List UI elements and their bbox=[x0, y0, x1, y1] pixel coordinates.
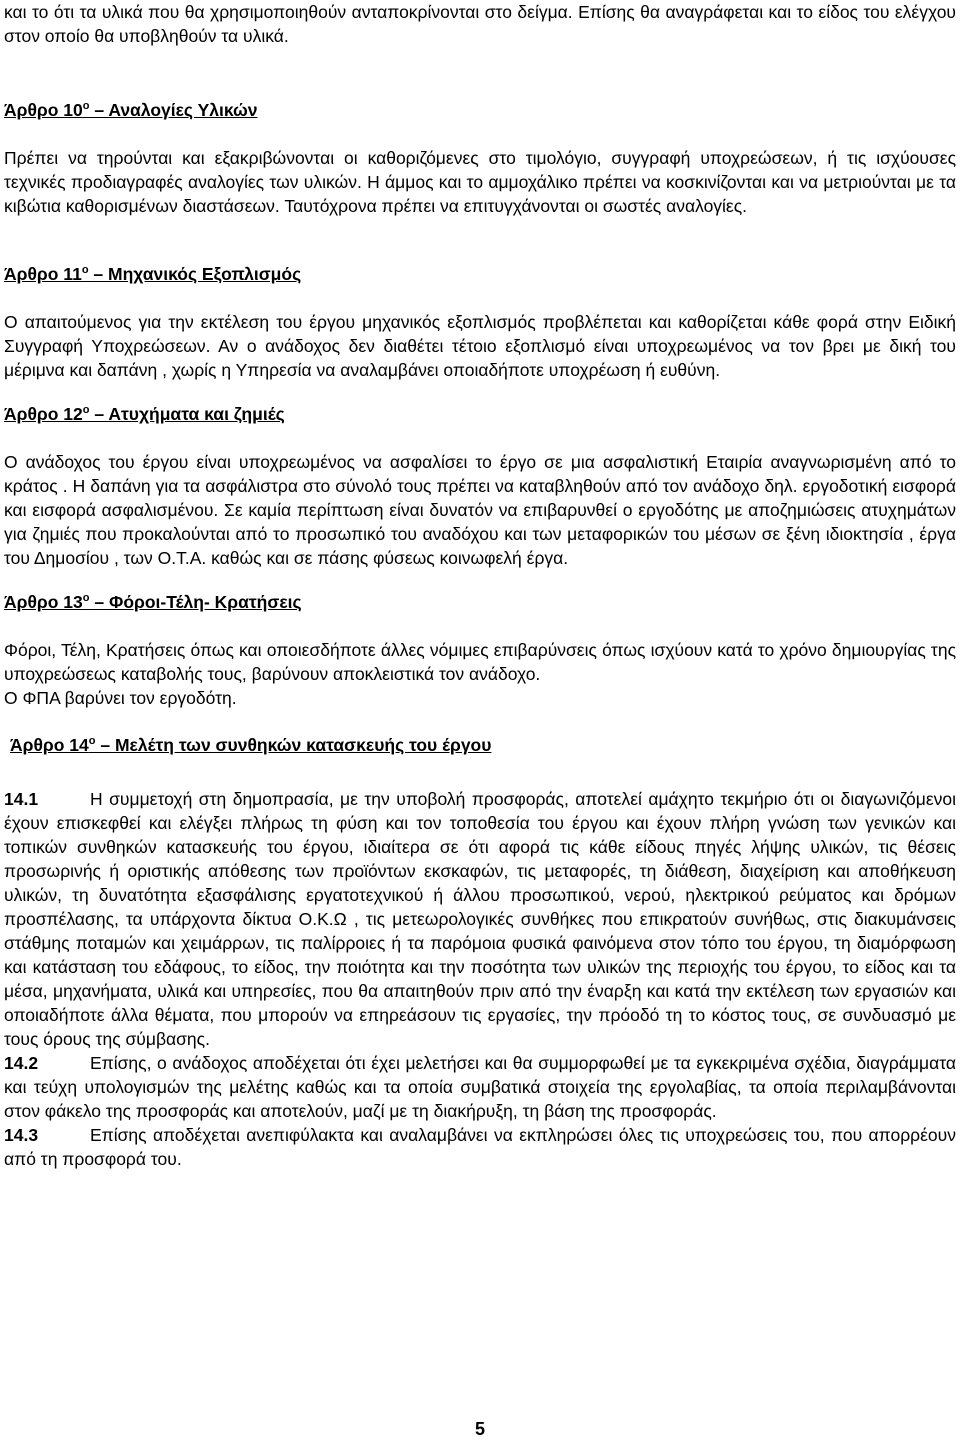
article-14-prefix: Άρθρο 14 bbox=[10, 735, 89, 755]
article-10-prefix: Άρθρο 10 bbox=[4, 100, 83, 120]
article-14-title: Μελέτη των συνθηκών κατασκευής του έργου bbox=[114, 735, 492, 755]
article-11-heading: Άρθρο $11^o$ – Μηχανικός Εξοπλισμός bbox=[4, 264, 302, 284]
article-13-heading: Άρθρο $13^o - \Phi ό\rho o\iota-Tέ\lambda\eta-$ Κρατήσεις bbox=[4, 592, 302, 612]
article-10-title: – Αναλογίες Υλικών bbox=[94, 100, 258, 120]
article-12-body: Ο ανάδοχος του έργου είναι υποχρεωμένος να ασφαλίσει το έργο σε μια ασφαλιστική Εταιρία αναγνωρισμένη από το κράτος . Η δαπάνη για τα ασφάλιστρα στο σύνολό τους πρέπει να καταβληθούν από τον ανάδοχο δηλ. εργοδοτική εισφορά και εισφορά ασφαλισμένου. Σε καμία περίπτωση είναι δυνατόν να επιβαρυνθεί ο εργοδότης με αποζημιώσεις ατυχημάτων για ζημιές που προκαλούνται από το προσωπικό του αναδόχου και των μεταφορικών του μέσων σε ξένη ιδιοκτησία , έργα του Δημοσίου , των Ο.Τ.Α. καθώς και σε πάσης φύσεως κοινωφελή έργα. bbox=[4, 452, 956, 568]
subsection-14-1-number: 14.1 bbox=[4, 789, 39, 809]
article-13-body-vat: Ο ΦΠΑ βαρύνει τον εργοδότη. bbox=[4, 688, 237, 708]
subsection-14-1-text: Η συμμετοχή στη δημοπρασία, με την υποβολή προσφοράς, αποτελεί αμάχητο τεκμήριο ότι οι διαγωνιζόμενοι έχουν επισκεφθεί και ελέγξει πλήρως τη φύση και τον τοποθεσία του έργου και έχουν πλήρη γνώση των γενικών και τοπικών συνθηκών κατασκευής του έργου, ιδιαίτερα σε ότι αφορά τις κάθε είδους πηγές λήψης υλικών, τις θέσεις προσωρινής ή οριστικής απόθεσης των προϊόντων εκσκαφών, τις μεταφορές, τη διάθεση, διαχείριση και αποθήκευση υλικών, τη δυνατότητα εξασφάλισης εργατοτεχνικού ή άλλου προσωπικού, νερού, ηλεκτρικού ρεύματος και δρόμων προσπέλασης, τα υπάρχοντα δίκτυα Ο.Κ.Ω , τις μετεωρολογικές συνθήκες που επικρατούν συνήθως, στις διακυμάνσεις στάθμης ποταμών και χειμάρρων, τις παλίρροιες ή τα παρόμοια φυσικά φαινόμενα στον τόπο του έργου, τη διαμόρφωση και κατάσταση του εδάφους, το είδος, την ποιότητα και την ποσότητα των υλικών της περιοχής του έργου, το είδος και τα μέσα, μηχανήματα, υλικά και υπηρεσίες, που θα απαιτηθούν πριν από την έναρξη και κατά την εκτέλεση των εργασιών και οποιαδήποτε άλλα θέματα, που μπορούν να επηρεάσουν τις εργασίες, την πρόοδό τη το κόστος τους, σε συνδυασμό με τους όρους της σύμβασης. bbox=[4, 789, 956, 1049]
article-11-title: Μηχανικός Εξοπλισμός bbox=[108, 264, 302, 284]
article-12-heading: Άρθρο $12^o$ – Ατυχήματα και ζημιές bbox=[4, 404, 285, 424]
article-10-heading bbox=[4, 98, 956, 122]
subsection-14-2-text: Επίσης, ο ανάδοχος αποδέχεται ότι έχει μελετήσει και θα συμμορφωθεί με τα εγκεκριμένα σχέδια, διαγράμματα και τεύχη υπολογισμών της μελέτης καθώς και τα οποία συμβατικά στοιχεία της εργολαβίας, τα οποία περιλαμβάνονται στον φάκελο της προσφοράς και αποτελούν, μαζί με τη διακήρυξη, τη βάση της προσφοράς. bbox=[4, 1053, 956, 1121]
page-number: 5 bbox=[474, 1419, 485, 1439]
article-13-sup: ο bbox=[82, 592, 90, 605]
article-12-title: Ατυχήματα και ζημιές bbox=[108, 404, 285, 424]
article-14-heading: Άρθρο $14^o$ – Μελέτη των συνθηκών κατασκευής του έργου bbox=[10, 735, 492, 755]
article-13-title: Φόροι-Τέλη- Κρατήσεις bbox=[108, 592, 302, 612]
article-14-sup: ο bbox=[88, 735, 96, 748]
article-13-prefix: Άρθρο 13 bbox=[4, 592, 83, 612]
subsection-14-1 bbox=[4, 787, 956, 1051]
article-10-sup: ο bbox=[82, 100, 90, 113]
subsection-14-2-number: 14.2 bbox=[4, 1053, 39, 1073]
document-page bbox=[4, 0, 956, 1171]
article-11-sup: ο bbox=[81, 264, 89, 277]
article-13-body: Φόροι, Τέλη, Κρατήσεις όπως και οποιεσδήποτε άλλες νόμιμες επιβαρύνσεις όπως ισχύουν κατά το χρόνο δημιουργίας της υποχρεώσεως καταβολής τους, βαρύνουν αποκλειστικά τον ανάδοχο. bbox=[4, 640, 956, 684]
article-12-sup: ο bbox=[82, 404, 90, 417]
article-12-prefix: Άρθρο 12 bbox=[4, 404, 83, 424]
article-11-body: Ο απαιτούμενος για την εκτέλεση του έργου μηχανικός εξοπλισμός προβλέπεται και καθορίζεται κάθε φορά στην Ειδική Συγγραφή Υποχρεώσεων. Αν ο ανάδοχος δεν διαθέτει τέτοιο εξοπλισμό είναι υποχρεωμένος να τον βρει με δική του μέριμνα και δαπάνη , χωρίς η Υπηρεσία να αναλαμβάνει οποιαδήποτε υποχρέωση ή ευθύνη. bbox=[4, 312, 956, 380]
subsection-14-2 bbox=[4, 1051, 956, 1123]
subsection-14-3-text: Επίσης αποδέχεται ανεπιφύλακτα και αναλαμβάνει να εκπληρώσει όλες τις υποχρεώσεις του, που απορρέουν από τη προσφορά του. bbox=[4, 1125, 956, 1169]
article-10-body: Πρέπει να τηρούνται και εξακριβώνονται οι καθοριζόμενες στο τιμολόγιο, συγγραφή υποχρεώσεων, ή τις ισχύουσες τεχνικές προδιαγραφές αναλογίες των υλικών. Η άμμος και το αμμοχάλικο πρέπει να κοσκινίζονται και να μετριούνται με τα κιβώτια καθορισμένων διαστάσεων. Ταυτόχρονα πρέπει να επιτυγχάνονται οι σωστές αναλογίες. bbox=[4, 148, 956, 216]
article-11-prefix: Άρθρο 11 bbox=[4, 264, 82, 284]
subsection-14-3 bbox=[4, 1123, 956, 1171]
intro-paragraph: και το ότι τα υλικά που θα χρησιμοποιηθούν ανταποκρίνονται στο δείγμα. Επίσης θα αναγράφεται και το είδος του ελέγχου στον οποίο θα υποβληθούν τα υλικά. bbox=[4, 2, 956, 46]
subsection-14-3-number: 14.3 bbox=[4, 1125, 39, 1145]
